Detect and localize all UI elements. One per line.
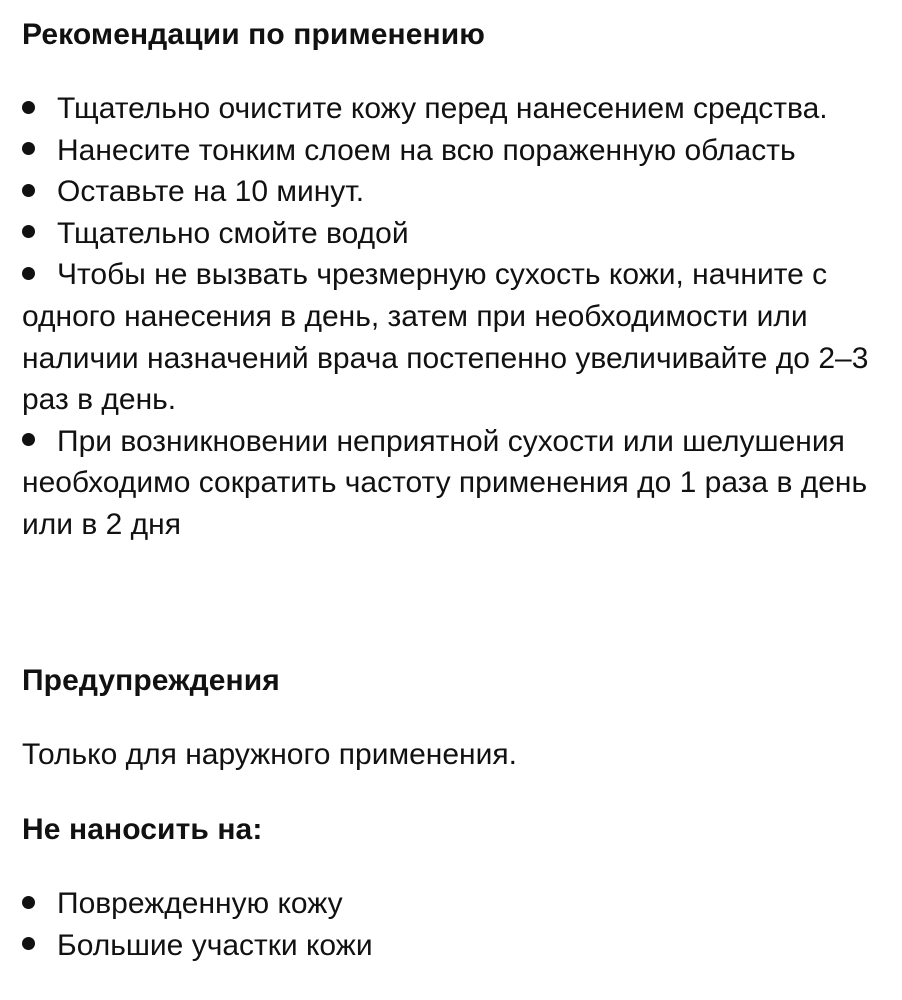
list-item-text: При возникновении неприятной сухости или шелушения необходимо сократить частоту применения до 1 раза в день или в 2 дня <box>22 424 868 541</box>
bullet-icon <box>22 225 35 238</box>
bullet-icon <box>22 433 35 446</box>
section-title-do-not-apply: Не наносить на: <box>22 813 263 846</box>
list-item <box>22 213 882 255</box>
bullet-icon <box>22 101 35 114</box>
section-title-usage: Рекомендации по применению <box>22 18 486 51</box>
warnings-text: Только для наружного применения. <box>22 738 517 771</box>
list-item <box>22 88 882 130</box>
list-item-text: Оставьте на 10 минут. <box>57 175 365 209</box>
do-not-apply-list <box>22 883 373 966</box>
bullet-icon <box>22 937 35 950</box>
list-item <box>22 254 882 420</box>
list-item <box>22 421 882 546</box>
list-item-text: Чтобы не вызвать чрезмерную сухость кожи, начните с одного нанесения в день, затем при необходимости или наличии назначений врача постепенно увеличивайте до 2–3 раз в день. <box>22 258 869 417</box>
list-item-text: Большие участки кожи <box>57 928 373 962</box>
list-item-text: Тщательно смойте водой <box>57 216 409 250</box>
list-item <box>22 171 882 213</box>
bullet-icon <box>22 267 35 280</box>
bullet-icon <box>22 184 35 197</box>
bullet-icon <box>22 896 35 909</box>
section-title-warnings: Предупреждения <box>22 664 280 697</box>
list-item-text: Тщательно очистите кожу перед нанесением средства. <box>57 92 828 125</box>
usage-list <box>22 88 882 546</box>
bullet-icon <box>22 142 35 155</box>
list-item-text: Поврежденную кожу <box>57 887 343 920</box>
list-item-text: Нанесите тонким слоем на всю пораженную область <box>57 133 796 167</box>
list-item <box>22 130 882 172</box>
list-item <box>22 925 373 967</box>
list-item <box>22 883 373 925</box>
